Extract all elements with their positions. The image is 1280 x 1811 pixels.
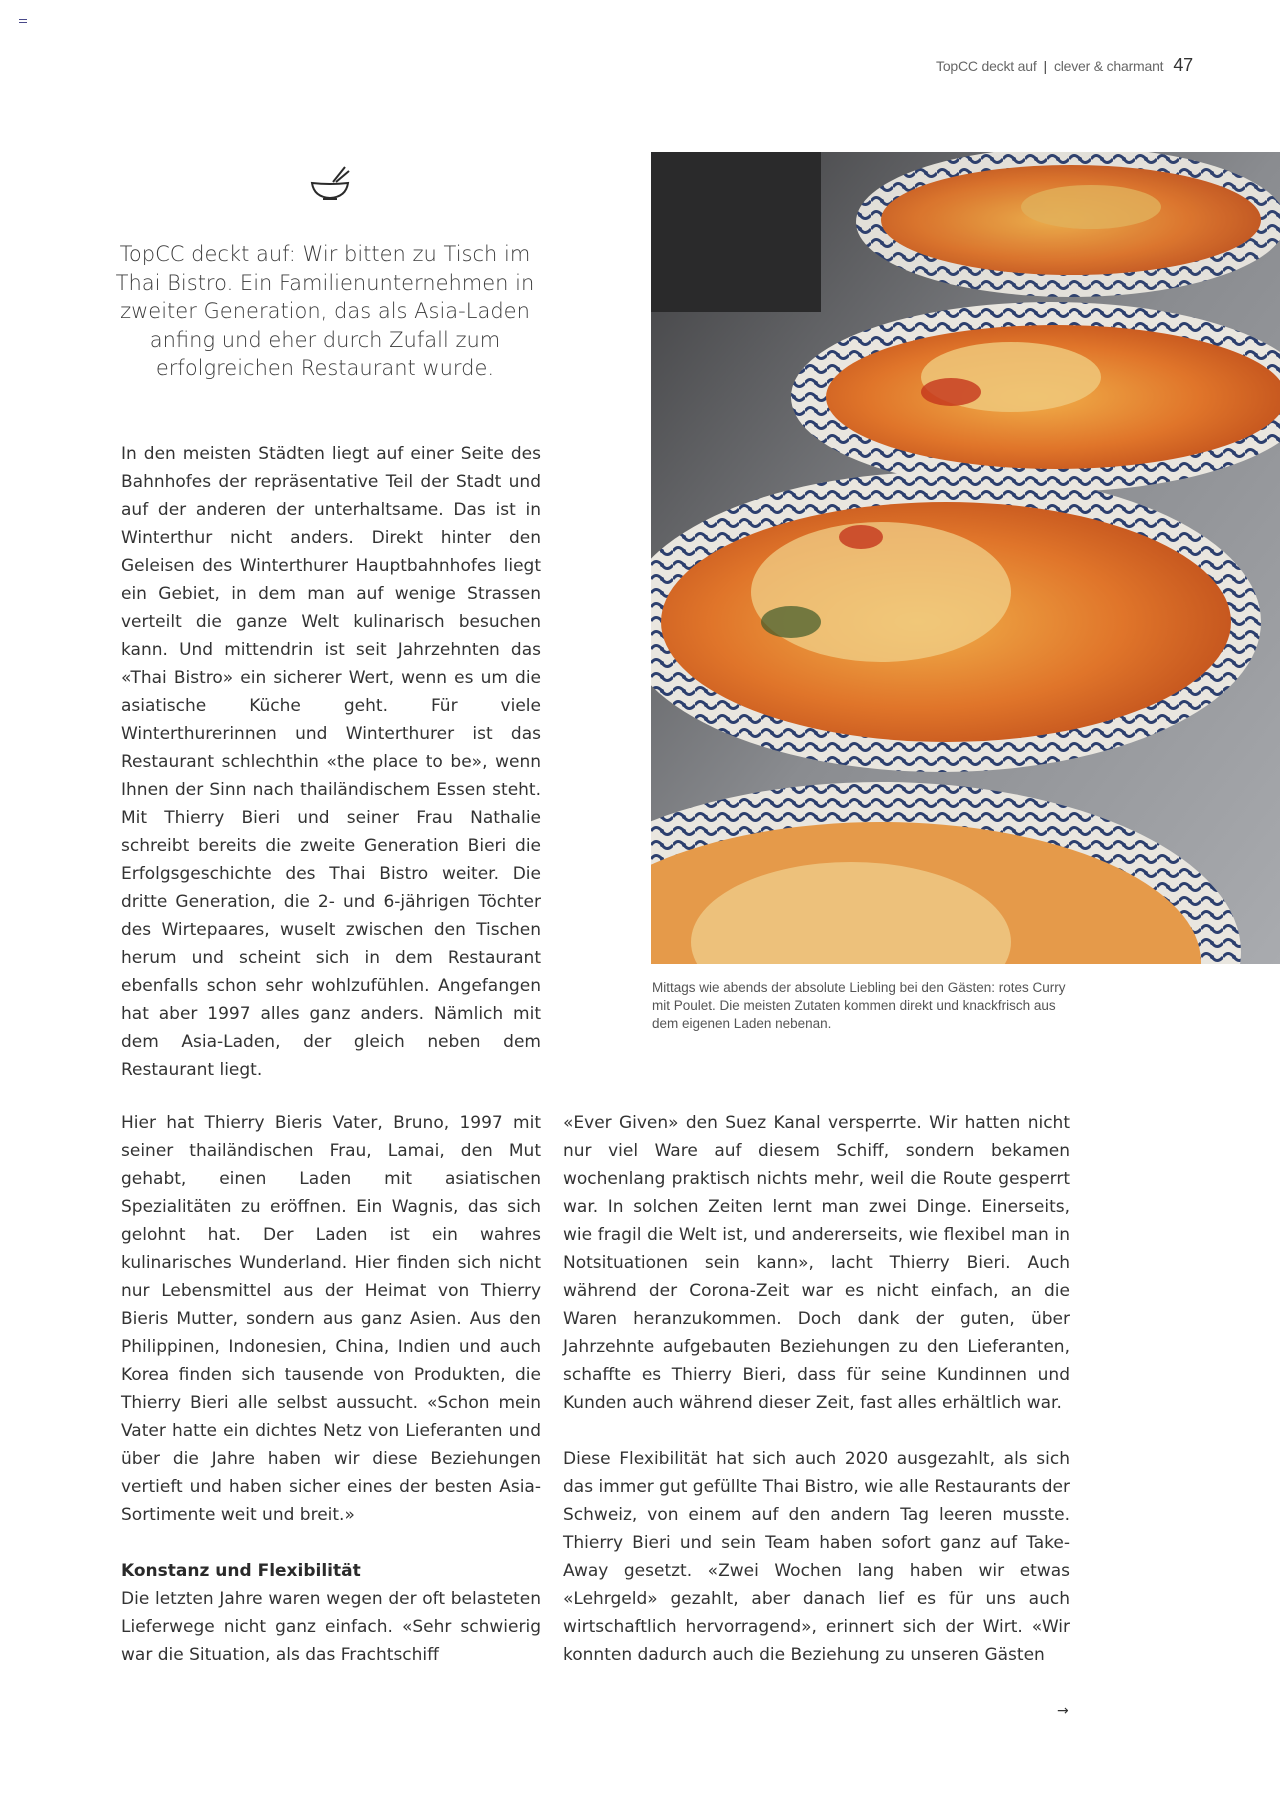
- curry-bowls-photo: [651, 152, 1280, 964]
- article-column-1: [121, 440, 541, 1084]
- article-column-2: [121, 1109, 541, 1669]
- intro-lead: TopCC deckt auf: Wir bitten zu Tisch im Thai Bistro. Ein Familienunternehmen in zweiter Generation, das als Asia-Laden anfing und eher durch Zufall zum erfolgreichen Restaurant wurde.: [115, 242, 535, 380]
- section-name: TopCC deckt auf: [936, 58, 1037, 74]
- article-paragraph: Die letzten Jahre waren wegen der oft belasteten Lieferwege nicht ganz einfach. «Sehr schwierig war die Situation, als das Frachtschiff: [121, 1589, 541, 1665]
- running-head: [936, 55, 1193, 76]
- header-separator: |: [1043, 58, 1047, 74]
- page-number: 47: [1173, 55, 1193, 75]
- bowl-chopsticks-icon: [309, 165, 351, 203]
- article-column-3: [563, 1109, 1070, 1669]
- arrow-right-icon[interactable]: →: [1057, 1703, 1069, 1719]
- article-subheading: Konstanz und Flexibilität: [121, 1561, 361, 1581]
- article-paragraph: Hier hat Thierry Bieris Vater, Bruno, 1997 mit seiner thailändischen Frau, Lamai, den Mut gehabt, einen Laden mit asiatischen Spezialitäten zu eröffnen. Ein Wagnis, das sich gelohnt hat. Der Laden ist ein wahres kulinarisches Wunderland. Hier finden sich nicht nur Lebensmittel aus der Heimat von Thierry Bieris Mutter, sondern aus ganz Asien. Aus den Philippinen, Indonesien, China, Indien und auch Korea finden sich tausende von Produkten, die Thierry Bieri alle selbst aussucht. «Schon mein Vater hatte ein dichtes Netz von Lieferanten und über die Jahre haben wir diese Beziehungen vertieft und haben sicher eines der besten Asia-Sortimente weit und breit.»: [121, 1113, 541, 1525]
- magazine-name: clever & charmant: [1053, 58, 1164, 74]
- hamburger-menu-icon[interactable]: [19, 19, 27, 25]
- photo-caption: Mittags wie abends der absolute Liebling bei den Gästen: rotes Curry mit Poulet. Die meisten Zutaten kommen direkt und knackfrisch aus dem eigenen Laden nebenan.: [652, 980, 1066, 1031]
- article-paragraph: Diese Flexibilität hat sich auch 2020 ausgezahlt, als sich das immer gut gefüllte Thai Bistro, wie alle Restaurants der Schweiz, von einem auf den andern Tag leeren musste. Thierry Bieri und sein Team haben sofort ganz auf Take-Away gesetzt. «Zwei Wochen lang haben wir etwas «Lehrgeld» gezahlt, aber danach lief es für uns auch wirtschaftlich hervorragend», erinnert sich der Wirt. «Wir konnten dadurch auch die Beziehung zu unseren Gästen: [563, 1449, 1071, 1665]
- article-paragraph: In den meisten Städten liegt auf einer Seite des Bahnhofes der repräsentative Teil der Stadt und auf der anderen der unterhaltsame. Das ist in Winterthur nicht anders. Direkt hinter den Geleisen des Winterthurer Hauptbahnhofes liegt ein Gebiet, in dem man auf wenige Strassen verteilt die ganze Welt kulinarisch besuchen kann. Und mittendrin ist seit Jahrzehnten das «Thai Bistro» ein sicherer Wert, wenn es um die asiatische Küche geht. Für viele Winterthurerinnen und Winterthurer ist das Restaurant schlechthin «the place to be», wenn Ihnen der Sinn nach thailändischem Essen steht. Mit Thierry Bieri und seiner Frau Nathalie schreibt bereits die zweite Generation Bieri die Erfolgsgeschichte des Thai Bistro weiter. Die dritte Generation, die 2- und 6-jährigen Töchter des Wirtepaares, wuselt zwischen den Tischen herum und scheint sich in dem Restaurant ebenfalls schon sehr wohlzufühlen. Angefangen hat aber 1997 alles ganz anders. Nämlich mit dem Asia-Laden, der gleich neben dem Restaurant liegt.: [121, 444, 541, 1080]
- article-paragraph: «Ever Given» den Suez Kanal versperrte. Wir hatten nicht nur viel Ware auf diesem Schiff, sondern bekamen wochenlang praktisch nichts mehr, weil die Route gesperrt war. In solchen Zeiten lernt man zwei Dinge. Einerseits, wie fragil die Welt ist, und andererseits, wie flexibel man in Notsituationen sein kann», lacht Thierry Bieri. Auch während der Corona-Zeit war es nicht einfach, an die Waren heranzukommen. Doch dank der guten, über Jahrzehnte aufgebauten Beziehungen zu den Lieferanten, schaffte es Thierry Bieri, dass für seine Kundinnen und Kunden auch während dieser Zeit, fast alles erhältlich war.: [563, 1113, 1070, 1413]
